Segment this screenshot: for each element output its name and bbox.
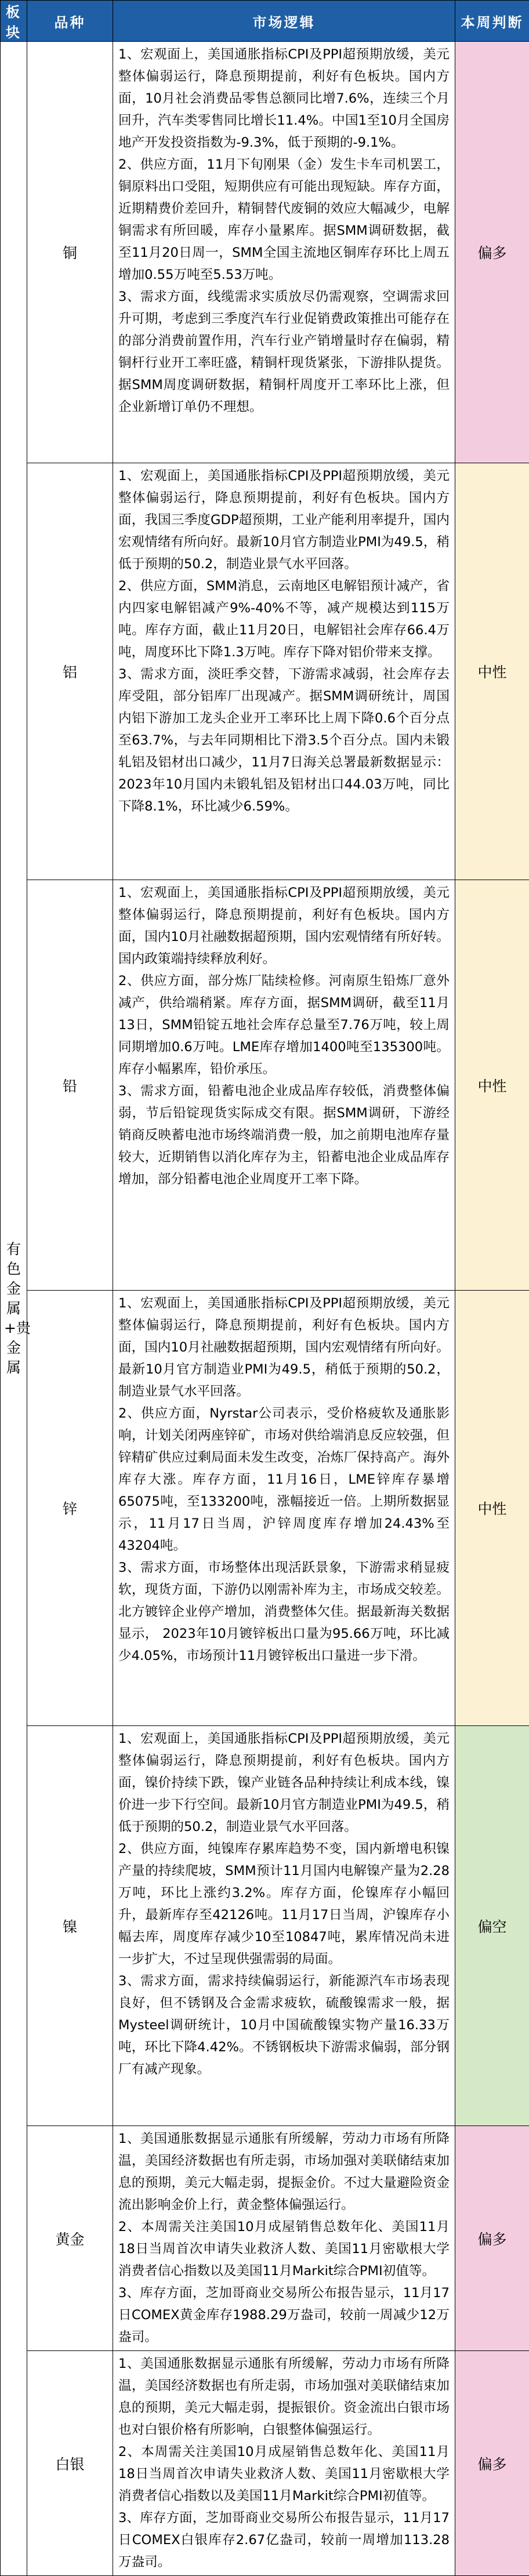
logic-paragraph: 2、供应方面，部分炼厂陆续检修。河南原生铅炼厂意外减产，供给端稍紧。库存方面，据SMM调研，截至11月13日，SMM铅锭五地社会库存总量至7.76万吨，较上周同期增加0.6万吨。LME库存增加1400吨至135300吨。库存小幅累库，铅价承压。 (118, 970, 450, 1080)
logic-paragraph: 1、美国通胀数据显示通胀有所缓解，劳动力市场有所降温，美国经济数据也有所走弱，市场加强对美联储结束加息的预期，美元大幅走弱，提振银价。资金流出白银市场也对白银价格有所影响，白银整体偏强运行。 (118, 2353, 450, 2441)
logic-cell (113, 2126, 455, 2351)
table-row (1, 2351, 529, 2576)
logic-paragraph: 1、宏观面上，美国通胀指标CPI及PPI超预期放缓，美元整体偏弱运行，降息预期提前，利好有色板块。国内方面，国内10月社融数据超预期，国内宏观情绪有所好转。国内政策端持续释放利好。 (118, 882, 450, 970)
logic-paragraph: 2、供应方面，Nyrstar公司表示，受价格疲软及通胀影响，计划关闭两座锌矿，市场对供给端消息反应较强，但锌精矿供应过剩局面未发生改变，冶炼厂保持高产。海外库存大涨。库存方面，11月16日，LME锌库存暴增65075吨，至133200吨，涨幅接近一倍。上期所数据显示，11月17日当周，沪锌周度库存增加24.43%至43204吨。 (118, 1403, 450, 1557)
variety-cell: 黄金 (27, 2126, 113, 2351)
logic-cell (113, 880, 455, 1291)
logic-paragraph: 1、宏观面上，美国通胀指标CPI及PPI超预期放缓，美元整体偏弱运行，降息预期提前，利好有色板块。国内方面，10月社会消费品零售总额同比增7.6%，连续三个月回升，汽车类零售同比增长11.4%。中国1至10月全国房地产开发投资指数为-9.3%，低于预期的-9.1%。 (118, 43, 450, 154)
logic-cell (113, 1726, 455, 2126)
logic-paragraph: 2、供应方面，纯镍库存累库趋势不变，国内新增电积镍产量的持续爬坡，SMM预计11月国内电解镍产量为2.28万吨，环比上涨约3.2%。库存方面，伦镍库存小幅回升，最新库存至42126吨。11月17日当周，沪镍库存小幅去库，周度库存减少10至10847吨，累库情况尚未进一步扩大，不过呈现供强需弱的局面。 (118, 1838, 450, 1970)
logic-paragraph: 1、宏观面上，美国通胀指标CPI及PPI超预期放缓，美元整体偏弱运行，降息预期提前，利好有色板块。国内方面，国内10月社融数据超预期，国内宏观情绪有所向好。最新10月官方制造业PMI为49.5，稍低于预期的50.2，制造业景气水平回落。 (118, 1292, 450, 1403)
judgement-cell: 中性 (455, 880, 529, 1291)
variety-cell: 白银 (27, 2351, 113, 2576)
table-row (1, 880, 529, 1291)
logic-cell (113, 42, 455, 463)
variety-cell: 铜 (27, 42, 113, 463)
logic-paragraph: 2、本周需关注美国10月成屋销售总数年化、美国11月18日当周首次申请失业救济人数、美国11月密歇根大学消费者信心指数以及美国11月Markit综合PMI初值等。 (118, 2216, 450, 2282)
logic-paragraph: 2、供应方面，11月下旬刚果（金）发生卡车司机罢工，铜原料出口受阻，短期供应有可能出现短缺。库存方面，近期精费价差回升，精铜替代废铜的效应大幅减少，电解铜需求有所回暖，库存小量累库。据SMM调研数据，截至11月20日周一，SMM全国主流地区铜库存环比上周五增加0.55万吨至5.53万吨。 (118, 154, 450, 286)
judgement-cell: 偏多 (455, 2126, 529, 2351)
table-row (1, 1291, 529, 1726)
logic-paragraph: 2、本周需关注美国10月成屋销售总数年化、美国11月18日当周首次申请失业救济人数、美国11月密歇根大学消费者信心指数以及美国11月Markit综合PMI初值等。 (118, 2441, 450, 2507)
header-variety: 品种 (27, 1, 113, 42)
judgement-cell: 中性 (455, 463, 529, 880)
logic-paragraph: 3、库存方面，芝加哥商业交易所公布报告显示，11月17日COMEX白银库存2.67亿盎司，较前一周增加113.28万盎司。 (118, 2507, 450, 2573)
logic-paragraph: 3、需求方面，线缆需求实质放尽仍需观察，空调需求回升可期，考虑到三季度汽车行业促销费政策推出可能存在的部分消费前置作用，汽车行业产销增量时存在偏弱，精铜杆行业开工率旺盛，精铜杆现货紧张，下游排队提货。据SMM周度调研数据，精铜杆周度开工率环比上涨，但企业新增订单仍不理想。 (118, 286, 450, 418)
header-sector: 板块 (1, 1, 27, 42)
logic-paragraph: 3、需求方面，铅蓄电池企业成品库存较低，消费整体偏弱，节后铅锭现货实际成交有限。据SMM调研，下游经销商反映蓄电池市场终端消费一般，加之前期电池库存量较大，近期销售以消化库存为主，铅蓄电池企业成品库存增加，部分铅蓄电池企业周度开工率下降。 (118, 1080, 450, 1190)
logic-paragraph: 3、需求方面，需求持续偏弱运行，新能源汽车市场表现良好，但不锈钢及合金需求疲软，硫酸镍需求一般，据Mysteel调研统计，10月中国硫酸镍实物产量16.33万吨，环比下降4.42%。不锈钢板块下游需求偏弱，部分钢厂有减产现象。 (118, 1970, 450, 2080)
logic-cell (113, 2351, 455, 2576)
judgement-cell: 偏空 (455, 1726, 529, 2126)
logic-paragraph: 1、宏观面上，美国通胀指标CPI及PPI超预期放缓，美元整体偏弱运行，降息预期提前，利好有色板块。国内方面，镍价持续下跌，镍产业链各品种持续让利成本线，镍价进一步下行空间。最新10月官方制造业PMI为49.5，稍低于预期的50.2，制造业景气水平回落。 (118, 1728, 450, 1838)
variety-cell: 锌 (27, 1291, 113, 1726)
variety-cell: 铅 (27, 880, 113, 1291)
table-row (1, 42, 529, 463)
table-header-row (1, 1, 529, 42)
header-logic: 市场逻辑 (113, 1, 455, 42)
logic-paragraph: 2、供应方面，SMM消息，云南地区电解铝预计减产，省内四家电解铝减产9%-40%不等，减产规模达到115万吨。库存方面，截止11月20日，电解铝社会库存66.4万吨，周度环比下降1.3万吨。库存下降对铝价带来支撑。 (118, 575, 450, 663)
table-row (1, 2126, 529, 2351)
logic-paragraph: 1、宏观面上，美国通胀指标CPI及PPI超预期放缓，美元整体偏弱运行，降息预期提前，利好有色板块。国内方面，我国三季度GDP超预期，工业产能利用率提升，国内宏观情绪有所向好。最新10月官方制造业PMI为49.5，稍低于预期的50.2，制造业景气水平回落。 (118, 465, 450, 575)
variety-cell: 铝 (27, 463, 113, 880)
table-row (1, 1726, 529, 2126)
judgement-cell: 中性 (455, 1291, 529, 1726)
variety-cell: 镍 (27, 1726, 113, 2126)
logic-paragraph: 3、库存方面，芝加哥商业交易所公布报告显示，11月17日COMEX黄金库存1988.29万盎司，较前一周减少12万盎司。 (118, 2282, 450, 2348)
judgement-cell: 偏多 (455, 2351, 529, 2576)
header-judgement: 本周判断 (455, 1, 529, 42)
judgement-cell: 偏多 (455, 42, 529, 463)
logic-paragraph: 3、需求方面，市场整体出现活跃景象，下游需求稍显疲软，现货方面，下游仍以刚需补库为主，市场成交较差。北方镀锌企业停产增加，消费整体欠佳。据最新海关数据显示， 2023年10月镀锌板出口量为95.66万吨，环比减少4.05%，市场预计11月镀锌板出口量进一步下滑。 (118, 1557, 450, 1667)
table-row (1, 463, 529, 880)
logic-paragraph: 3、需求方面，淡旺季交替，下游需求减弱，社会库存去库受阻，部分铝库厂出现减产。据SMM调研统计，周国内铝下游加工龙头企业开工率环比上周下降0.6个百分点至63.7%，与去年同期相比下滑3.5个百分点。国内未锻轧铝及铝材出口减少，11月7日海关总署最新数据显示：2023年10月国内未锻轧铝及铝材出口44.03万吨，同比下降8.1%，环比减少6.59%。 (118, 663, 450, 818)
logic-cell (113, 463, 455, 880)
logic-cell (113, 1291, 455, 1726)
logic-paragraph: 1、美国通胀数据显示通胀有所缓解，劳动力市场有所降温，美国经济数据也有所走弱，市场加强对美联储结束加息的预期，美元大幅走弱，提振金价。不过大量避险资金流出影响金价上行，黄金整体偏强运行。 (118, 2128, 450, 2216)
sector-cell: 有色金属+贵金属 (1, 42, 27, 2576)
